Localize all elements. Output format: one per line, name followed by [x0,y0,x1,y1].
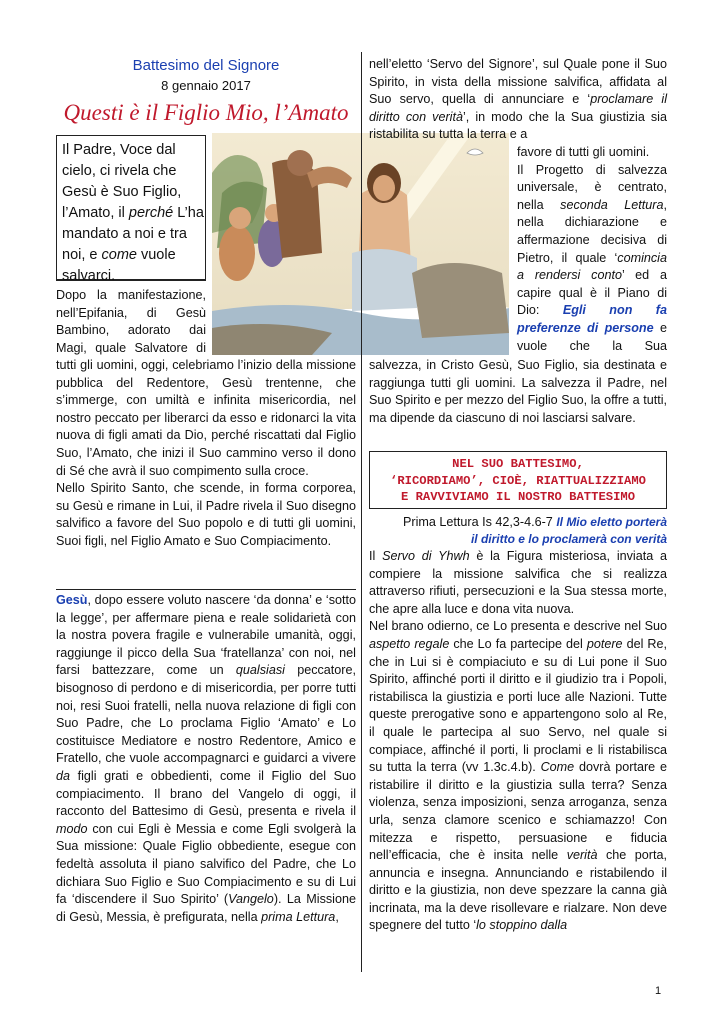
baptism-heading-box: NEL SUO BATTESIMO, ‘RICORDIAMO’, CIOÈ, RIATTUALIZZIAMO E RAVVIVIAMO IL NOSTRO BATTESIMO [369,451,667,509]
left-column-text-2 [56,592,356,926]
right-column-mid: salvezza, in Cristo Gesù, Suo Figlio, sia destinata e raggiunga tutti gli uomini. La salvezza il Padre, nel Suo Spirito e per mezzo del Figlio Suo, la offre a tutti, ma dipende da ciascuno di noi lasciarsi salvare. [369,358,667,425]
page-number: 1 [655,985,662,997]
left-divider [56,589,356,590]
page-title: Questi è il Figlio Mio, l’Amato [63,100,349,125]
first-reading-header: Prima Lettura Is 42,3-4.6-7 Il Mio eletto porterà il diritto e lo proclamerà con verità [403,515,667,546]
paragraph: Gesù, dopo essere voluto nascere ‘da donna’ e ‘sotto la legge’, per affermare piena e reale solidarietà con la nostra povera fragile e vulnerabile umanità, oggi, raggiunge il picco della Sua ‘fratellanza’ con noi, nel farsi battezzare, come un qualsiasi peccatore, bisognoso di perdono e di misericordia, per porre tutti noi, resi Suoi fratelli, nella nuova relazione di figli con Suo Padre, che Lo proclama Figlio ‘Amato’ e Lo costituisce Mediatore e nostro Redentore, Amico e Fratello, che vuole accompagnarci e guidarci a vivere da figli grati e obbedienti, come il Figlio del Suo compiacimento. Il brano del Vangelo di oggi, il racconto del Battesimo di Gesù, presenta e rivela il modo con cui Egli è Messia e come Egli svolgerà la Sua missione: Quale Figlio obbediente, esegue con fedeltà assoluta il piano salvifico del Padre, che Lo dichiara Suo Figlio e Suo Compiacimento e su di Lui fa ‘discendere il Suo Spirito’ (Vangelo). La Missione di Gesù, Messia, è prefigurata, nella prima Lettura, [56,593,356,924]
paragraph: Nello Spirito Santo, che scende, in forma corporea, su Gesù e rimane in Lui, il Padre rivela il Suo disegno salvifico a favore del Suo popolo e di tutti gli uomini, Suoi figli, nel Figlio Amato e Suo Compiacimento. [56,481,356,548]
quote-box: Il Padre, Voce dal cielo, ci rivela che Gesù è Suo Figlio, l’Amato, il perché L’ha mandato a noi e tra noi, e come vuole salvarci. [56,135,206,281]
column-divider [361,52,362,972]
left-intro-wrap: Dopo la manifestazione, nell’Epifania, di Gesù Bambino, adorato dai Magi, quale Salvatore di [56,288,206,355]
paragraph: tutti gli uomini, oggi, celebriamo l’inizio della missione pubblica del Redentore, Gesù trentenne, che s’immerge, con umiltà e infinita misericordia, nel nostro peccato per liberarci da esso e ridonarci la vita nuova di figli amati da Dio, perché riscattati dal Figlio Suo, l’Amato, che inizi il Suo cammino verso il dono di Sé che avrà il suo compimento sulla croce. [56,358,356,478]
feast-title: Battesimo del Signore [132,57,280,74]
right-column-bottom: Il Servo di Yhwh è la Figura misteriosa, inviata a compiere la missione salvifica che si realizza attraverso rifiuti, persecuzioni e la Sua stessa morte, che apre alla luce e dona vita nuova. Nel brano odierno, ce Lo presenta e descrive nel Suo aspetto regale che Lo fa partecipe del potere del Re, che in Lui si è compiaciuto e su di Lui pone il Suo Spirito, affinché porti il diritto e il giudizio tra i Popoli, ristabilisca la giustizia e porti luce alle Nazioni. Tutte queste prerogative sono e appartengono solo al Re, il quale le partecipa al suo Servo, nel quale si compiace, affinché il porti, li proclami e li ristabilisca su tutta la terra (vv 1.3c.4.b). Come dovrà portare e ristabilire il diritto e la giustizia sulla terra? Senza violenza, senza imposizioni, senza arroganza, senza urla, senza clamore scenico e schiamazzo! Con mitezza e rispetto, persuasione e fiducia nell’efficacia, che è insita nelle verità che porta, annuncia e insegna. Annunciando e ristabilendo il diritto e la giustizia, non deve spezzare la canna già incrinata, ma la deve risollevare e rialzare. Non deve spegnere del tutto ‘lo stoppino dalla [369,549,667,933]
right-wrap-text: favore di tutti gli uomini. Il Progetto di salvezza universale, è centrato, nella seconda Lettura, nella dichiarazione e affermazione decisiva di Pietro, il quale ‘comincia a rendersi conto’ ed a capire qual è il Piano di Dio: Egli non fa preferenze di persone e vuole che la Sua [517,145,667,353]
feast-date: 8 gennaio 2017 [161,78,251,93]
right-column-top: nell’eletto ‘Servo del Signore’, sul Quale pone il Suo Spirito, in vista della missione salvifica, affidata al Suo servo, quella di annunciare e ‘proclamare il diritto con verità’, in modo che la Sua giustizia sia ristabilita su tutta la terra e a [369,57,667,142]
left-column-text [56,357,356,551]
